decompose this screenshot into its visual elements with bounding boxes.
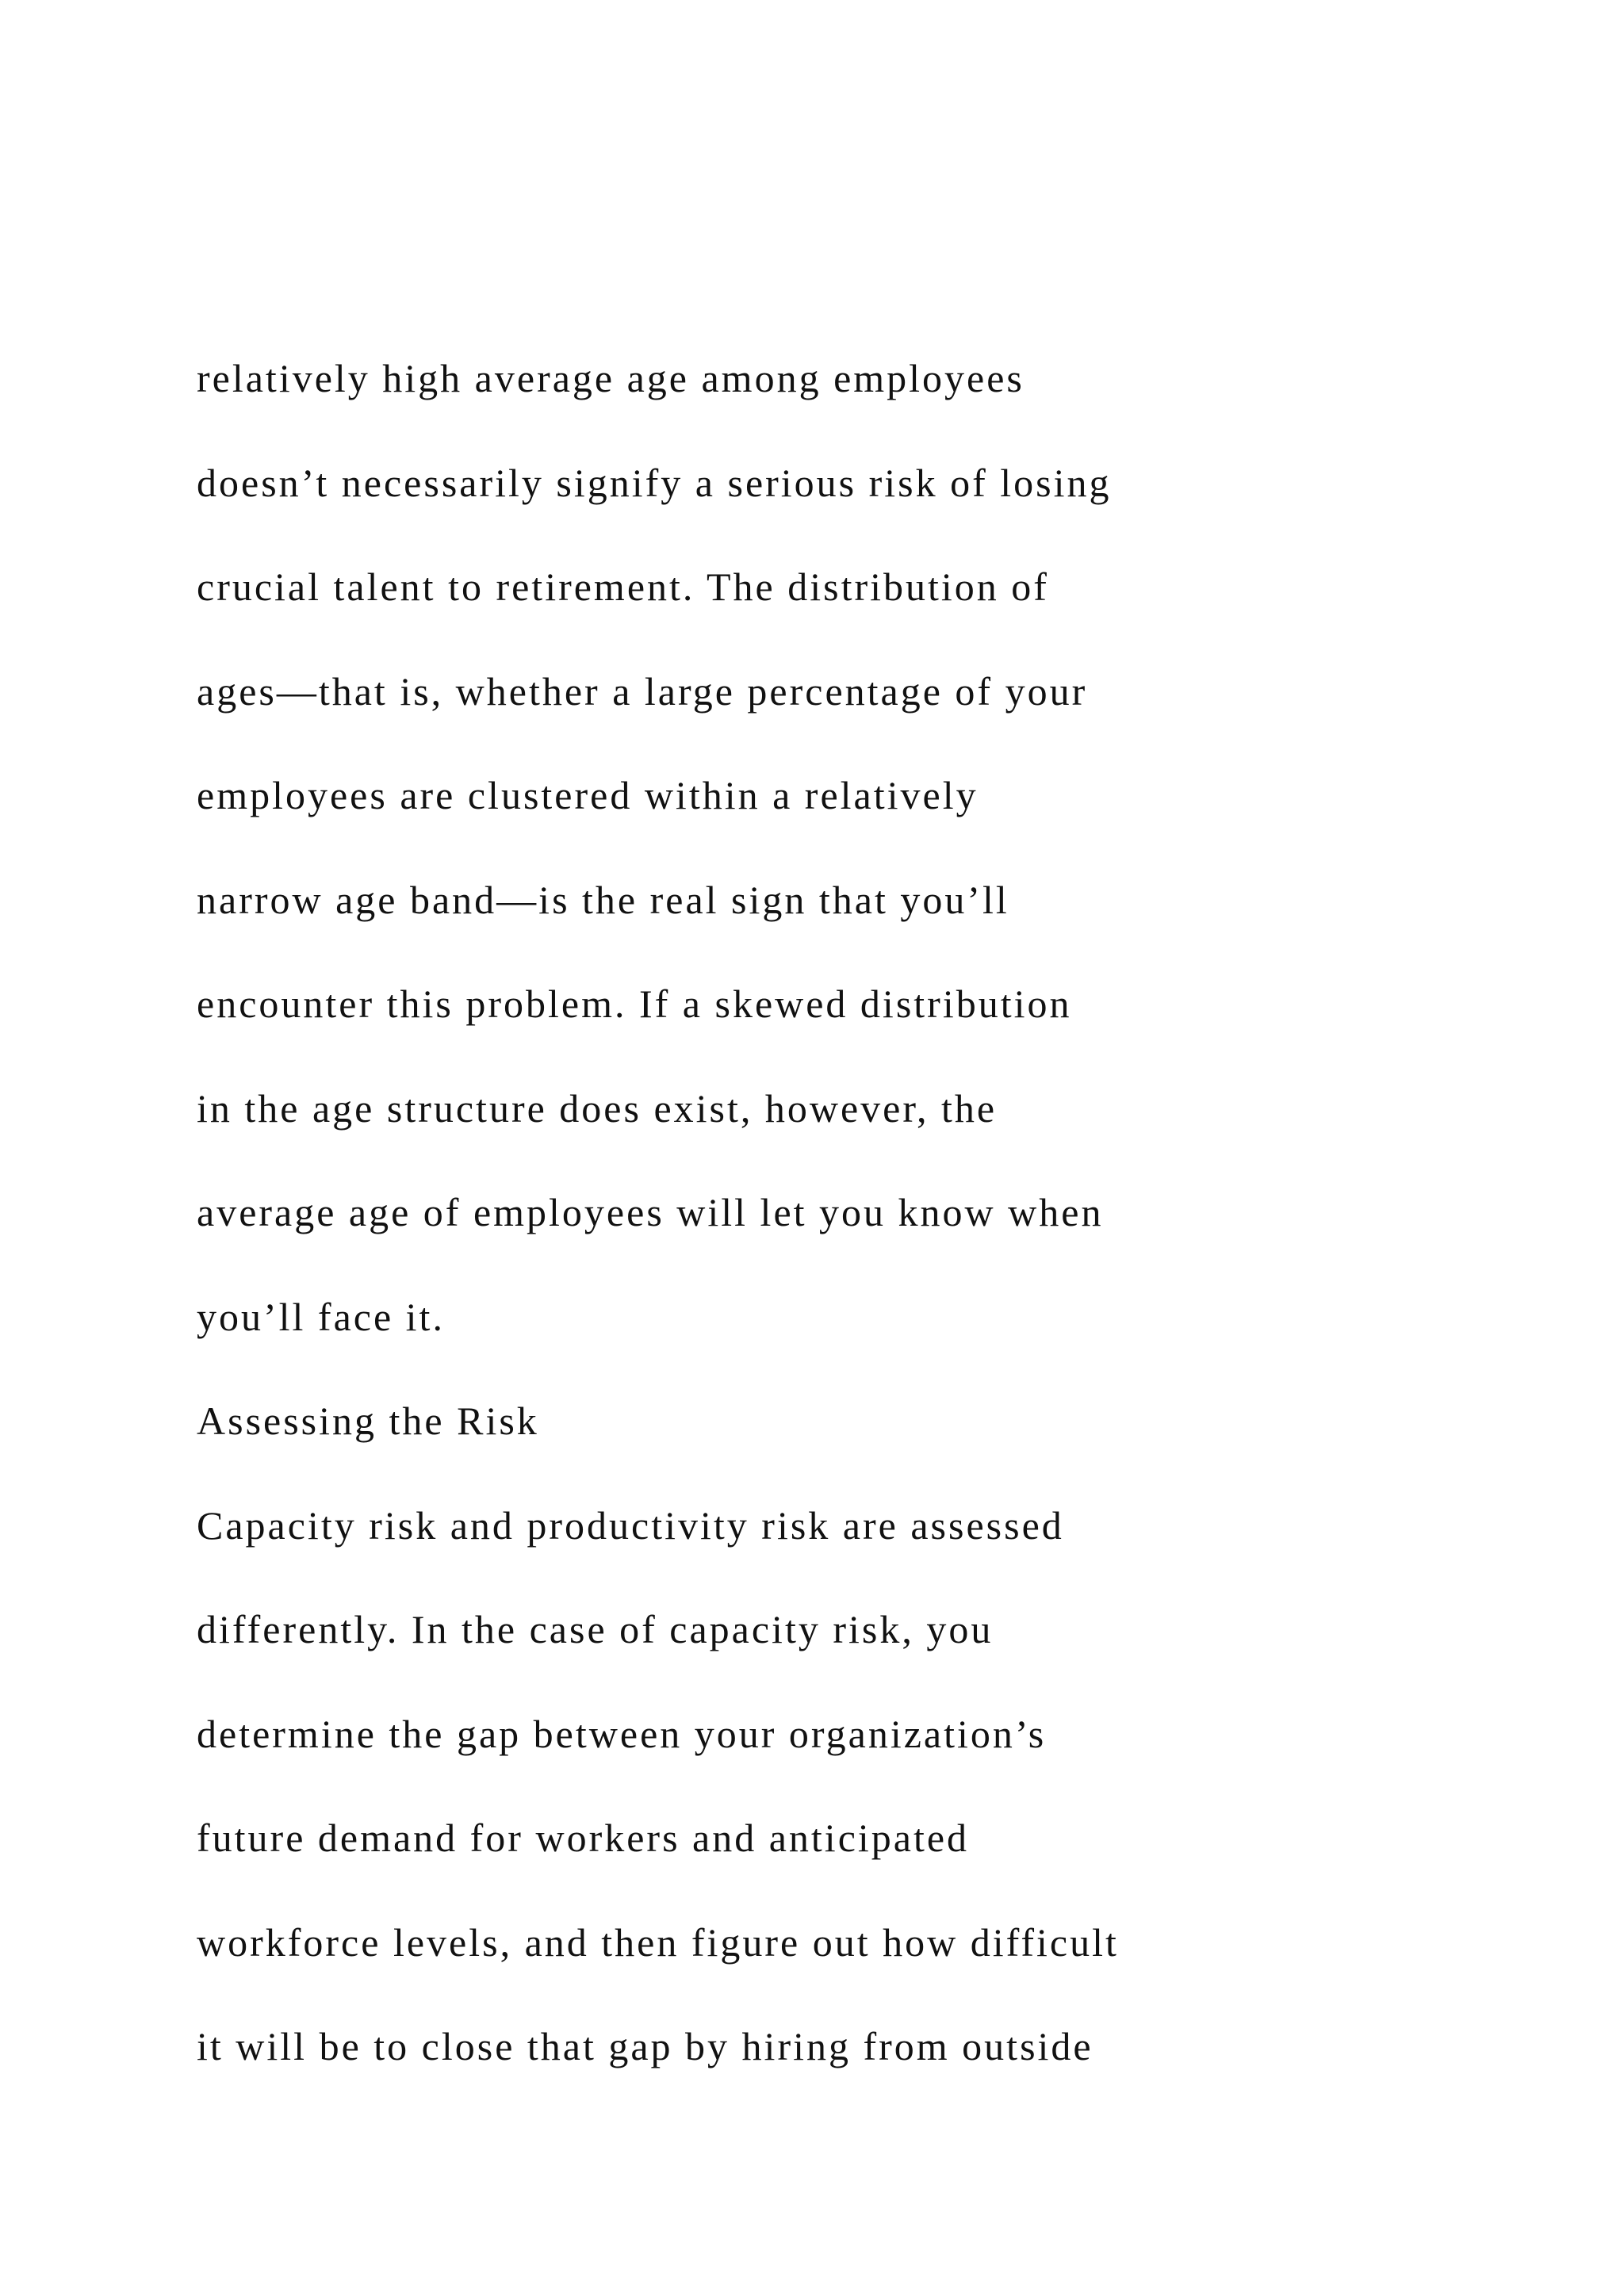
text-line: narrow age band—is the real sign that you’ll xyxy=(197,877,1009,922)
text-line: differently. In the case of capacity risk, you xyxy=(197,1607,994,1651)
text-line: Capacity risk and productivity risk are assessed xyxy=(197,1502,1064,1548)
text-line: determine the gap between your organization’s xyxy=(197,1711,1047,1756)
body-text xyxy=(197,349,1465,2122)
text-line: crucial talent to retirement. The distribution of xyxy=(197,564,1049,609)
text-line: employees are clustered within a relatively xyxy=(197,773,979,817)
text-line: you’ll face it. xyxy=(197,1294,445,1339)
text-line: it will be to close that gap by hiring from outside xyxy=(197,2024,1094,2068)
text-line: workforce levels, and then figure out how difficult xyxy=(197,1919,1119,1965)
text-line: relatively high average age among employees xyxy=(197,356,1025,400)
text-line: doesn’t necessarily signify a serious risk of losing xyxy=(197,460,1112,505)
text-line: encounter this problem. If a skewed distribution xyxy=(197,982,1072,1026)
text-line: ages—that is, whether a large percentage of your xyxy=(197,668,1088,714)
text-line: future demand for workers and anticipated xyxy=(197,1816,970,1860)
text-line: average age of employees will let you know when xyxy=(197,1190,1104,1234)
section-heading: Assessing the Risk xyxy=(197,1399,539,1443)
text-line: in the age structure does exist, however, the xyxy=(197,1085,998,1131)
